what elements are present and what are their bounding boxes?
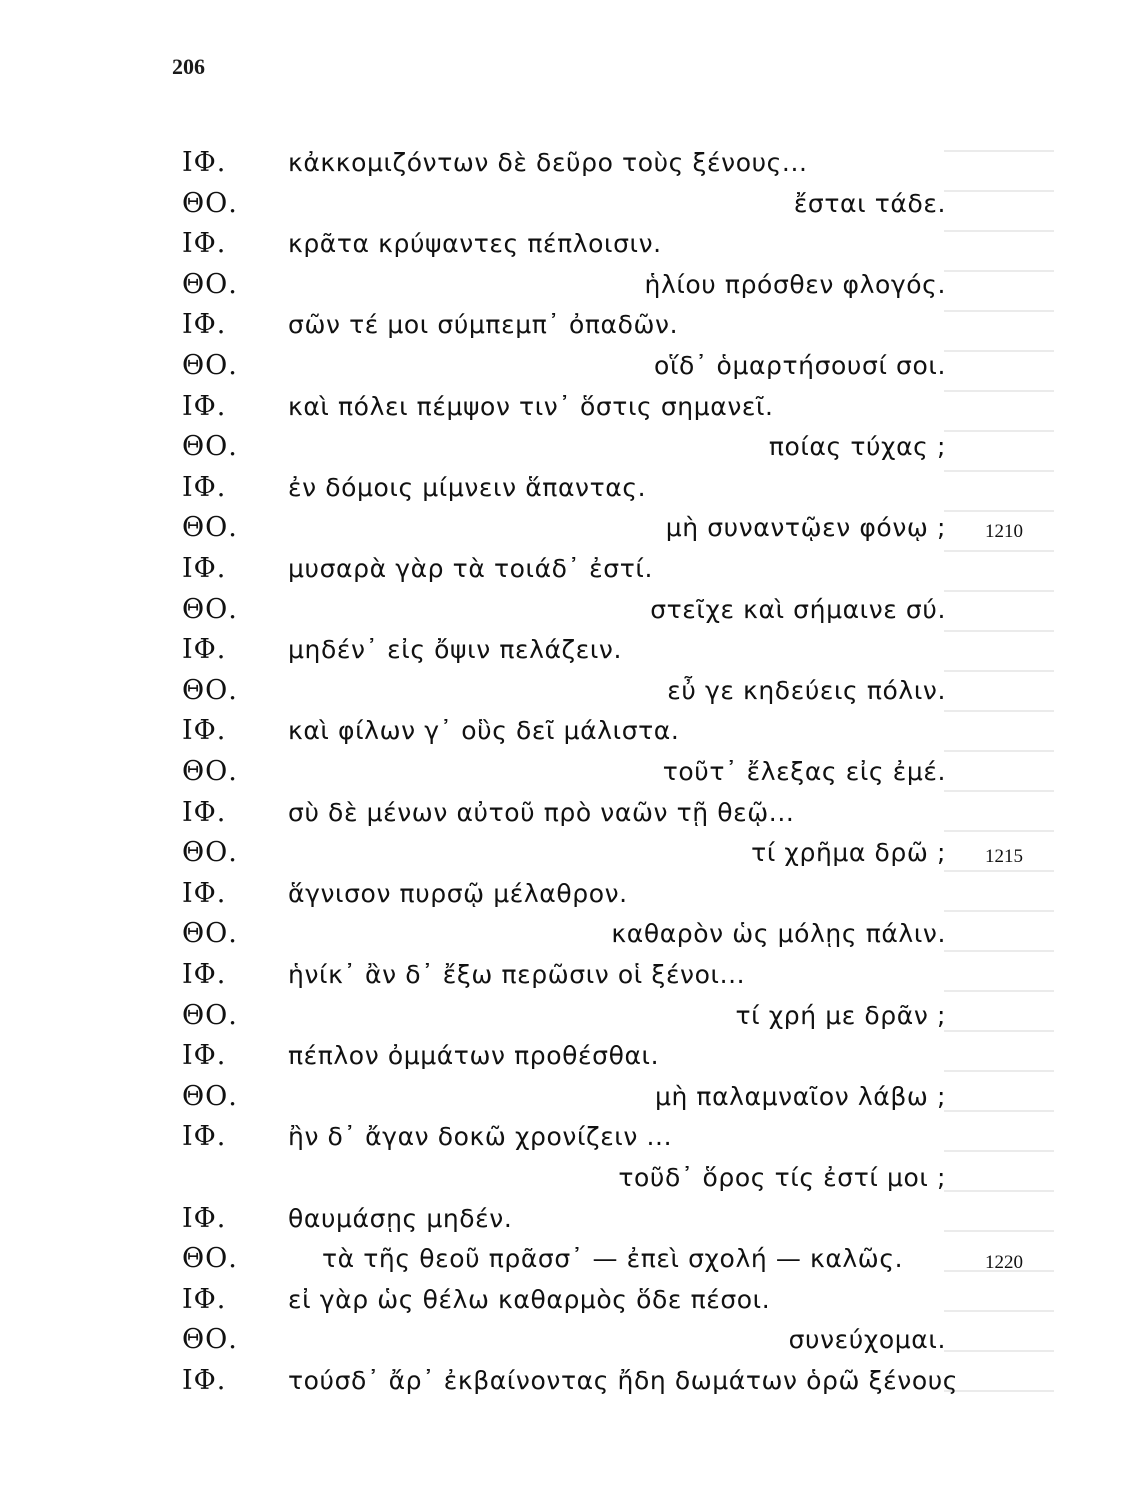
verse-text: τί χρή με δρᾶν ; [735, 1000, 946, 1030]
speaker-label: ΘΟ. [182, 1243, 238, 1275]
speaker-label: ΘΟ. [182, 674, 238, 706]
speaker-label: ΙΦ. [182, 1202, 227, 1234]
verse-line [0, 305, 1134, 345]
verse-line [0, 1158, 1134, 1198]
speaker-label: ΙΦ. [182, 553, 227, 584]
verse-text: καθαρὸν ὡς μόλῃς πάλιν. [611, 919, 946, 949]
speaker-label: ΙΦ. [182, 796, 227, 828]
verse-line [0, 833, 1134, 873]
speaker-label: ΘΟ. [182, 918, 238, 950]
line-number: 1210 [985, 521, 1023, 543]
speaker-label: ΘΟ. [182, 512, 238, 544]
verse-line [0, 1199, 1134, 1239]
verse-line [0, 427, 1134, 467]
line-number: 1220 [985, 1252, 1023, 1274]
verse-line [0, 874, 1134, 914]
verse-line [0, 1361, 1134, 1401]
speaker-label: ΘΟ. [182, 1324, 238, 1356]
speaker-label: ΙΦ. [182, 390, 227, 422]
speaker-label: ΙΦ. [182, 1121, 227, 1153]
verse-text: μηδέν᾽ εἰς ὄψιν πελάζειν. [288, 635, 623, 665]
verse-line [0, 1320, 1134, 1360]
verse-line [0, 143, 1134, 183]
speaker-label: ΘΟ. [182, 593, 238, 625]
speaker-label: ΙΦ. [182, 1365, 227, 1396]
verse-line [0, 752, 1134, 792]
verse-text: ἡλίου πρόσθεν φλογός. [644, 269, 946, 299]
speaker-label: ΙΦ. [182, 228, 227, 260]
verse-line [0, 914, 1134, 954]
verse-line [0, 996, 1134, 1036]
verse-text: ἡνίκ᾽ ἂν δ᾽ ἔξω περῶσιν οἱ ξένοι... [288, 960, 746, 989]
speaker-label: ΘΟ. [182, 431, 238, 463]
verse-text: μὴ παλαμναῖον λάβω ; [654, 1081, 946, 1111]
verse-text: τί χρῆμα δρῶ ; [751, 838, 946, 868]
speaker-label: ΙΦ. [182, 877, 227, 909]
speaker-label: ΙΦ. [182, 1040, 227, 1072]
verse-text: μυσαρὰ γὰρ τὰ τοιάδ᾽ ἐστί. [288, 554, 654, 583]
verse-line [0, 711, 1134, 751]
verse-text: καὶ πόλει πέμψον τιν᾽ ὅστις σημανεῖ. [288, 391, 774, 421]
verse-text: συνεύχομαι. [788, 1325, 946, 1355]
speaker-label: ΙΦ. [182, 634, 227, 666]
verse-line [0, 224, 1134, 264]
verse-line [0, 549, 1134, 589]
speaker-label: ΘΟ. [182, 268, 238, 300]
verse-text: τούσδ᾽ ἄρ᾽ ἐκβαίνοντας ἤδη δωμάτων ὁρῶ ξένους [288, 1366, 959, 1395]
speaker-label: ΘΟ. [182, 350, 238, 381]
verse-text: ἔσται τάδε. [793, 188, 946, 218]
verse-text: θαυμάσῃς μηδέν. [288, 1203, 513, 1233]
verse-text: οἵδ᾽ ὁμαρτήσουσί σοι. [654, 351, 946, 380]
verse-line [0, 1117, 1134, 1157]
verse-text: ἅγνισον πυρσῷ μέλαθρον. [288, 878, 628, 908]
speaker-label: ΘΟ. [182, 187, 238, 219]
verse-line [0, 590, 1134, 630]
verse-text: εὖ γε κηδεύεις πόλιν. [667, 675, 946, 705]
verse-line [0, 265, 1134, 305]
verse-line [0, 1239, 1134, 1279]
verse-text: ἐν δόμοις μίμνειν ἅπαντας. [288, 472, 647, 502]
speaker-label: ΙΦ. [182, 309, 227, 341]
speaker-label: ΙΦ. [182, 471, 227, 503]
verse-line [0, 1036, 1134, 1076]
verse-text: ποίας τύχας ; [768, 432, 946, 462]
verse-line [0, 1077, 1134, 1117]
verse-line [0, 955, 1134, 995]
speaker-label: ΙΦ. [182, 1283, 227, 1315]
speaker-label: ΘΟ. [182, 837, 238, 869]
verse-line [0, 793, 1134, 833]
verse-line [0, 387, 1134, 427]
speaker-label: ΙΦ. [182, 715, 227, 747]
verse-text: σῶν τέ μοι σύμπεμπ᾽ ὀπαδῶν. [288, 310, 679, 340]
verse-text: καὶ φίλων γ᾽ οὓς δεῖ μάλιστα. [288, 716, 680, 746]
verse-text: μὴ συναντῷεν φόνῳ ; [665, 513, 946, 543]
speaker-label: ΘΟ. [182, 756, 238, 787]
verse-text: κρᾶτα κρύψαντες πέπλοισιν. [288, 229, 662, 259]
line-number: 1215 [985, 846, 1023, 868]
verse-line [0, 1280, 1134, 1320]
verse-text: ἢν δ᾽ ἄγαν δοκῶ χρονίζειν ... [288, 1122, 673, 1152]
verse-text: τοῦτ᾽ ἔλεξας εἰς ἐμέ. [662, 757, 946, 786]
verse-line [0, 671, 1134, 711]
speaker-label: ΙΦ. [182, 147, 227, 178]
speaker-label: ΘΟ. [182, 999, 238, 1031]
verse-text: στεῖχε καὶ σήμαινε σύ. [650, 594, 946, 624]
verse-line [0, 468, 1134, 508]
verse-line [0, 346, 1134, 386]
page-number: 206 [172, 54, 205, 79]
verse-text: τὰ τῆς θεοῦ πρᾶσσ᾽ — ἐπεὶ σχολή — καλῶς. [322, 1244, 904, 1274]
verse-line [0, 508, 1134, 548]
speaker-label: ΘΟ. [182, 1080, 238, 1112]
verse-text: κἀκκομιζόντων δὲ δεῦρο τοὺς ξένους... [288, 148, 808, 177]
verse-line [0, 630, 1134, 670]
verse-text: σὺ δὲ μένων αὐτοῦ πρὸ ναῶν τῇ θεῷ... [288, 797, 795, 827]
verse-text: πέπλον ὀμμάτων προθέσθαι. [288, 1041, 660, 1071]
verse-text: εἰ γὰρ ὡς θέλω καθαρμὸς ὅδε πέσοι. [288, 1284, 771, 1314]
speaker-label: ΙΦ. [182, 959, 227, 990]
verse-line [0, 184, 1134, 224]
verse-text: τοῦδ᾽ ὅρος τίς ἐστί μοι ; [618, 1163, 946, 1192]
